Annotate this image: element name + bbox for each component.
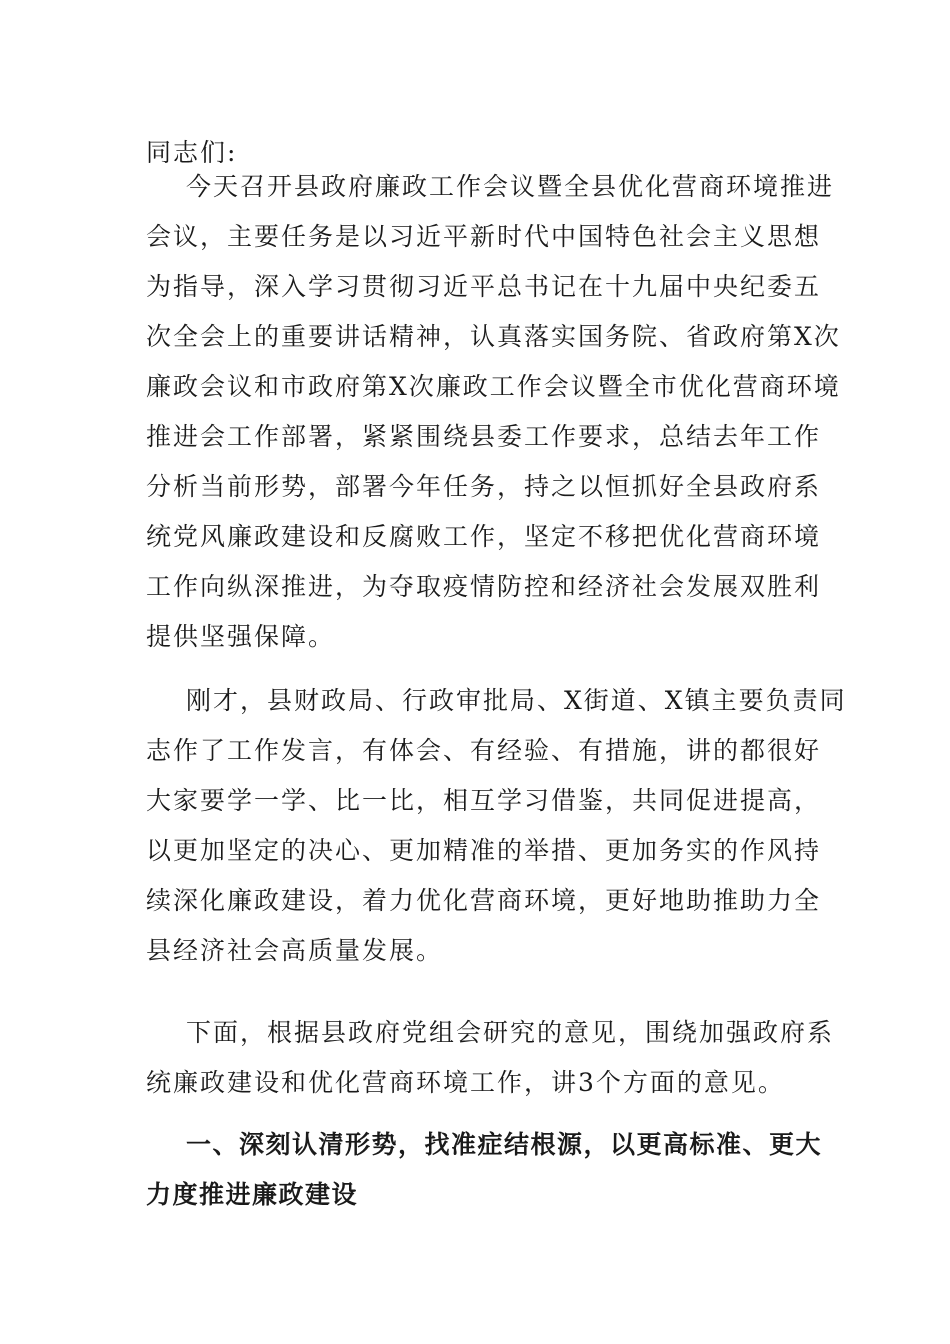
paragraph-3-line-2: 统廉政建设和优化营商环境工作，讲3个方面的意见。 bbox=[146, 1068, 785, 1097]
paragraph-1-line-6: 推进会工作部署，紧紧围绕县委工作要求，总结去年工作 bbox=[146, 422, 822, 451]
paragraph-2-line-3: 大家要学一学、比一比，相互学习借鉴，共同促进提高， bbox=[146, 786, 822, 815]
paragraph-1-line-1: 今天召开县政府廉政工作会议暨全县优化营商环境推进 bbox=[186, 172, 835, 201]
paragraph-1-line-2: 会议，主要任务是以习近平新时代中国特色社会主义思想 bbox=[146, 222, 822, 251]
paragraph-1-line-3: 为指导，深入学习贯彻习近平总书记在十九届中央纪委五 bbox=[146, 272, 822, 301]
section-heading-line-2: 力度推进廉政建设 bbox=[146, 1180, 359, 1209]
paragraph-1-line-7: 分析当前形势，部署今年任务，持之以恒抓好全县政府系 bbox=[146, 472, 822, 501]
section-heading-line-1: 一、深刻认清形势，找准症结根源，以更高标准、更大 bbox=[186, 1130, 823, 1159]
paragraph-1-line-5: 廉政会议和市政府第X次廉政工作会议暨全市优化营商环境 bbox=[146, 372, 841, 401]
paragraph-1-line-8: 统党风廉政建设和反腐败工作，坚定不移把优化营商环境 bbox=[146, 522, 822, 551]
paragraph-2-line-2: 志作了工作发言，有体会、有经验、有措施，讲的都很好 bbox=[146, 736, 822, 765]
paragraph-2-line-5: 续深化廉政建设，着力优化营商环境，更好地助推助力全 bbox=[146, 886, 822, 915]
paragraph-1-line-9: 工作向纵深推进，为夺取疫情防控和经济社会发展双胜利 bbox=[146, 572, 822, 601]
paragraph-2-line-1: 刚才，县财政局、行政审批局、X街道、X镇主要负责同 bbox=[186, 686, 847, 715]
paragraph-1-line-10: 提供坚强保障。 bbox=[146, 622, 336, 651]
paragraph-3-line-1: 下面，根据县政府党组会研究的意见，围绕加强政府系 bbox=[186, 1018, 835, 1047]
paragraph-1-line-4: 次全会上的重要讲话精神，认真落实国务院、省政府第X次 bbox=[146, 322, 841, 351]
paragraph-2-line-4: 以更加坚定的决心、更加精准的举措、更加务实的作风持 bbox=[146, 836, 822, 865]
paragraph-2-line-6: 县经济社会高质量发展。 bbox=[146, 936, 444, 965]
salutation: 同志们: bbox=[146, 138, 238, 167]
